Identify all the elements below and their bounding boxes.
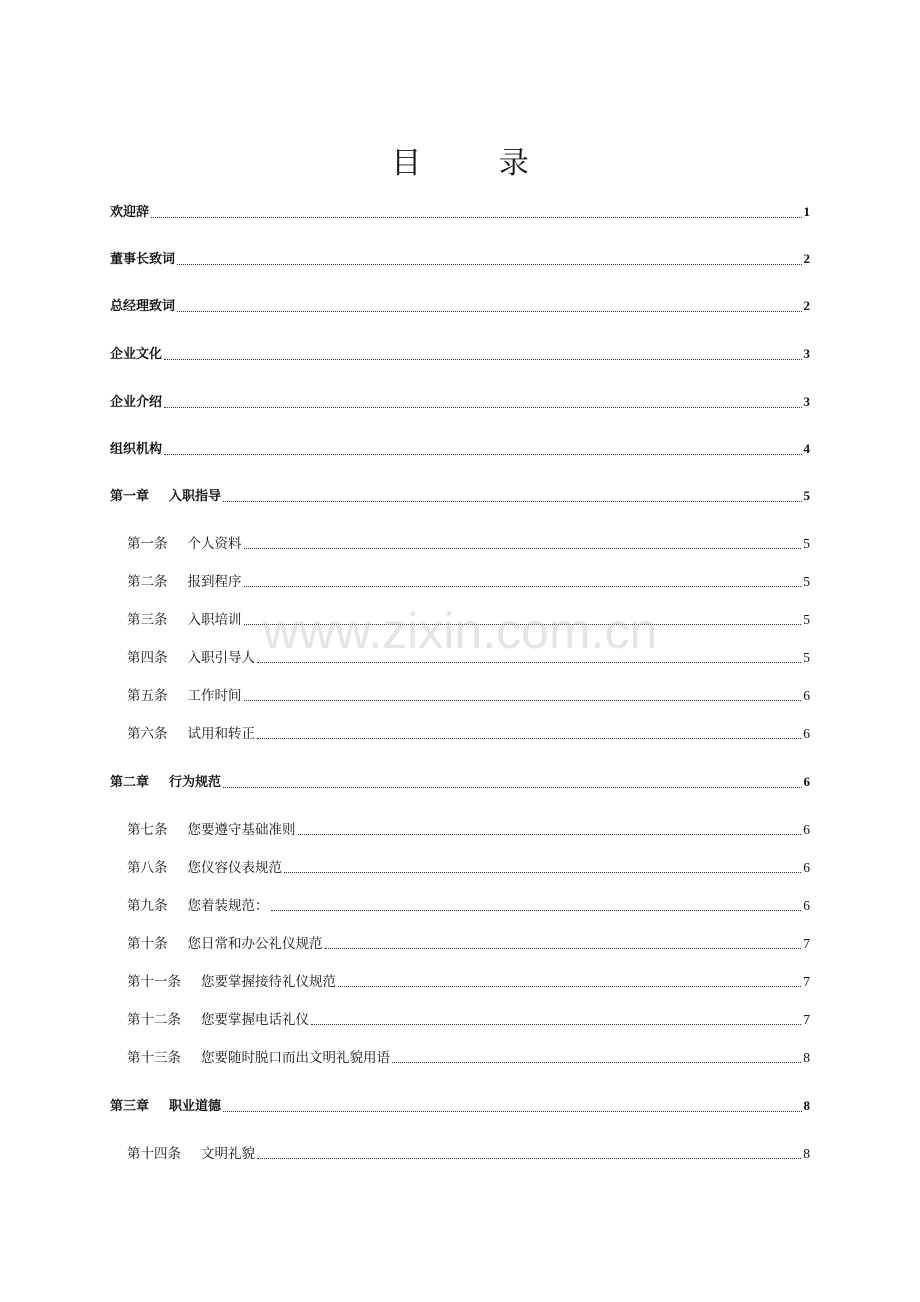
toc-entry-label: 您仪容仪表规范 [187,860,282,876]
toc-dot-leader [284,871,801,873]
toc-entry[interactable] [110,935,810,953]
toc-entry-label: 董事长致词 [110,252,176,267]
toc-entry[interactable] [110,859,810,877]
toc-entry-page: 8 [803,1050,810,1065]
toc-entry-number: 第二条 [127,574,168,590]
toc-entry[interactable] [110,1145,810,1163]
toc-dot-leader [177,310,801,312]
toc-entry-label: 文明礼貌 [201,1146,255,1162]
toc-entry-label: 企业介绍 [110,395,163,410]
toc-entry[interactable] [110,773,810,792]
toc-entry-page: 6 [803,860,810,875]
toc-entry-page: 7 [803,1012,810,1027]
toc-entry-page: 5 [803,612,810,627]
toc-entry[interactable] [110,440,810,459]
toc-entry[interactable] [110,1097,810,1116]
toc-entry-page: 3 [803,346,810,361]
toc-entry-number: 第六条 [127,726,168,742]
toc-entry[interactable] [110,535,810,553]
toc-entry-page: 6 [803,688,810,703]
toc-entry-page: 6 [803,726,810,741]
toc-entry-number: 第七条 [127,822,168,838]
toc-entry[interactable] [110,611,810,629]
toc-entry[interactable] [110,573,810,591]
toc-entry[interactable] [110,649,810,667]
toc-dot-leader [392,1061,801,1063]
toc-entry-label: 试用和转正 [187,726,255,742]
toc-entry-label: 您要掌握电话礼仪 [201,1012,309,1028]
toc-entry[interactable] [110,897,810,915]
toc-entry-label: 行为规范 [169,775,222,790]
toc-entry-number: 第八条 [127,860,168,876]
toc-entry-page: 3 [803,394,810,409]
toc-entry-number: 第十四条 [127,1146,181,1162]
toc-entry[interactable] [110,297,810,316]
toc-entry-page: 5 [803,650,810,665]
toc-entry-label: 入职指导 [169,489,222,504]
toc-entry-number: 第十条 [127,936,168,952]
toc-entry-page: 5 [803,536,810,551]
toc-entry-page: 2 [803,298,810,313]
toc-dot-leader [164,358,801,360]
toc-entry-page: 6 [803,774,810,789]
toc-entry-page: 7 [803,974,810,989]
toc-dot-leader [298,833,802,835]
toc-dot-leader [325,947,802,949]
toc-entry[interactable] [110,687,810,705]
toc-entry-page: 6 [803,898,810,913]
toc-dot-leader [164,453,801,455]
toc-dot-leader [338,985,801,987]
toc-dot-leader [311,1023,801,1025]
toc-dot-leader [244,585,802,587]
toc-entry-number: 第十一条 [127,974,181,990]
toc-entry[interactable] [110,1011,810,1029]
toc-entry-number: 第三条 [127,612,168,628]
toc-entry[interactable] [110,725,810,743]
toc-dot-leader [257,737,801,739]
toc-entry-label: 个人资料 [187,536,242,552]
toc-entry-number: 第九条 [127,898,168,914]
page-title: 目 录 [391,146,563,181]
toc-entry[interactable] [110,487,810,506]
toc-entry-page: 8 [803,1098,810,1113]
toc-entry[interactable] [110,1049,810,1067]
toc-dot-leader [223,1110,801,1112]
toc-entry-label: 您着装规范： [187,898,269,914]
toc-entry-label: 您要随时脱口而出文明礼貌用语 [201,1050,390,1066]
toc-entry-label: 报到程序 [187,574,242,590]
toc-dot-leader [151,216,801,218]
toc-entry-number: 第五条 [127,688,168,704]
toc-entry[interactable] [110,250,810,269]
toc-entry-page: 8 [803,1146,810,1161]
toc-entry-label: 欢迎辞 [110,205,150,220]
watermark: www.zixin.com.cn [262,603,658,659]
toc-dot-leader [257,661,801,663]
toc-entry[interactable] [110,821,810,839]
toc-entry[interactable] [110,393,810,412]
toc-entry-page: 5 [803,574,810,589]
toc-entry[interactable] [110,345,810,364]
toc-entry[interactable] [110,973,810,991]
toc-dot-leader [244,547,802,549]
toc-entry-label: 职业道德 [169,1099,222,1114]
toc-dot-leader [257,1157,801,1159]
toc-entry-number: 第十三条 [127,1050,181,1066]
toc-entry-page: 6 [803,822,810,837]
toc-entry-number: 第四条 [127,650,168,666]
toc-entry-label: 入职引导人 [187,650,255,666]
toc-entry-label: 总经理致词 [110,299,176,314]
toc-entry-page: 5 [803,488,810,503]
toc-entry-number: 第二章 [110,775,150,790]
toc-dot-leader [177,263,801,265]
toc-entry-page: 2 [803,251,810,266]
toc-entry-page: 7 [803,936,810,951]
toc-entry-label: 工作时间 [187,688,242,704]
toc-entry-page: 1 [803,204,810,219]
toc-entry-number: 第三章 [110,1099,150,1114]
toc-entry-number: 第一章 [110,489,150,504]
toc-entry-label: 您要掌握接待礼仪规范 [201,974,336,990]
toc-entry[interactable] [110,203,810,222]
toc-entry-number: 第十二条 [127,1012,181,1028]
toc-dot-leader [223,500,801,502]
toc-entry-number: 第一条 [127,536,168,552]
toc-dot-leader [244,699,802,701]
toc-dot-leader [223,786,801,788]
toc-entry-label: 组织机构 [110,442,163,457]
toc-entry-label: 您要遵守基础准则 [187,822,296,838]
toc-entry-label: 入职培训 [187,612,242,628]
toc-dot-leader [271,909,802,911]
toc-dot-leader [164,406,801,408]
toc-entry-label: 企业文化 [110,347,163,362]
toc-entry-label: 您日常和办公礼仪规范 [187,936,323,952]
toc-entry-page: 4 [803,441,810,456]
toc-dot-leader [244,623,802,625]
